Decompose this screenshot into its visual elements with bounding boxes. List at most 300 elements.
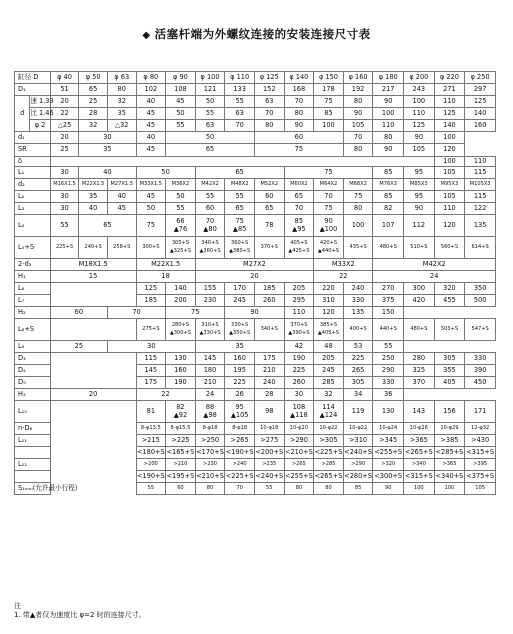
table-cell: 70 [284, 203, 314, 215]
table-cell: 310 [314, 295, 344, 307]
table-row [15, 307, 496, 319]
table-row [15, 120, 496, 132]
table-row [15, 203, 496, 215]
row-label: H₃ [15, 389, 51, 401]
table-cell: 355 [434, 365, 465, 377]
table-cell: 80 [343, 144, 373, 157]
table-row [15, 108, 496, 120]
table-row [15, 401, 496, 423]
bore-size: φ 200 [404, 72, 435, 84]
table-cell: 53 [343, 341, 373, 353]
table-cell: M52X2 [254, 179, 284, 191]
table-cell: 510+S [404, 237, 435, 259]
table-cell: 210 [254, 365, 284, 377]
table-cell: 85 [314, 108, 344, 120]
table-cell: 280 [404, 353, 435, 365]
table-cell: <255+S [284, 471, 314, 483]
table-cell: <280+S [343, 471, 373, 483]
table-cell: 24 [195, 389, 225, 401]
table-cell: 24 [373, 271, 496, 283]
empty-area [50, 283, 136, 295]
table-cell: 35 [79, 144, 136, 157]
table-cell: 100 [404, 483, 435, 495]
row-label: SR [15, 144, 51, 157]
table-cell: >235 [254, 459, 284, 471]
bore-size: φ 140 [284, 72, 314, 84]
table-cell: 400+S [343, 319, 373, 341]
table-cell: 435+S [343, 237, 373, 259]
table-cell: 10-φ24 [373, 423, 404, 435]
table-cell: 70 [343, 132, 373, 144]
table-cell: 152 [254, 84, 284, 96]
table-cell: <265+S [314, 471, 344, 483]
table-cell: 217 [373, 84, 404, 96]
row-label: D₁ [15, 84, 51, 96]
table-cell: M18X1.5 [50, 259, 136, 271]
table-cell: 78 [254, 215, 284, 237]
table-cell: 55 [225, 191, 255, 203]
row-label: L₃ [15, 203, 51, 215]
table-cell: 65 [225, 203, 255, 215]
table-cell: 55 [373, 341, 404, 353]
table-cell: <180+S [136, 447, 166, 459]
table-cell: M27X1.5 [107, 179, 136, 191]
empty-area [50, 447, 136, 459]
table-cell: 35 [79, 191, 108, 203]
table-row [15, 283, 496, 295]
empty-area [50, 295, 136, 307]
table-cell: 320 [434, 283, 465, 295]
table-cell: <265+S [404, 447, 435, 459]
table-cell: 330 [465, 353, 496, 365]
table-cell: 360+S ▲380+S [225, 237, 255, 259]
table-cell: 22 [50, 108, 79, 120]
table-cell: 330 [343, 295, 373, 307]
table-cell: 225 [225, 377, 255, 389]
table-cell: 8-φ18 [225, 423, 255, 435]
table-cell: 65 [79, 84, 108, 96]
table-cell: 100 [434, 132, 465, 144]
table-cell: 85 ▲95 [284, 215, 314, 237]
table-cell: 145 [136, 365, 166, 377]
table-cell: 119 [343, 401, 373, 423]
table-cell: 156 [434, 401, 465, 423]
diamond-bullet-icon: ◆ [142, 30, 151, 41]
table-row [15, 435, 496, 447]
table-cell: >430 [465, 435, 496, 447]
table-cell: 90 [343, 108, 373, 120]
table-cell: 455 [434, 295, 465, 307]
table-cell: 110 [434, 203, 465, 215]
table-cell: △32 [107, 120, 136, 132]
table-cell: 88 ▲98 [195, 401, 225, 423]
table-cell: 145 [195, 353, 225, 365]
bore-size: φ 90 [166, 72, 196, 84]
table-cell: 140 [465, 108, 496, 120]
table-cell: 63 [225, 108, 255, 120]
table-cell: 90 [373, 483, 404, 495]
table-cell: M42X2 [373, 259, 496, 271]
table-cell: 30 [107, 341, 195, 353]
table-cell: 8-φ13.5 [136, 423, 166, 435]
table-cell: 36 [373, 389, 404, 401]
bore-size: φ 125 [254, 72, 284, 84]
table-cell: 82 ▲92 [166, 401, 196, 423]
title-text: 活塞杆端为外螺纹连接的安装连接尺寸表 [154, 27, 371, 41]
table-cell: 325 [404, 365, 435, 377]
table-cell: 420+S ▲440+S [314, 237, 344, 259]
table-row [15, 271, 496, 283]
table-row [15, 365, 496, 377]
table-cell: 75 [166, 307, 225, 319]
bore-size: φ 220 [434, 72, 465, 84]
table-cell: <375+S [465, 471, 496, 483]
row-label: 2-d₃ [15, 259, 51, 271]
table-cell: 90 [404, 203, 435, 215]
table-cell: 290 [373, 365, 404, 377]
table-cell: 350 [465, 283, 496, 295]
table-cell: 20 [50, 96, 79, 108]
table-cell: >340 [404, 459, 435, 471]
table-cell: 98 [254, 401, 284, 423]
table-cell: 133 [225, 84, 255, 96]
table-cell: 100 [373, 108, 404, 120]
table-cell: 140 [166, 283, 196, 295]
table-row [15, 459, 496, 471]
speed-ratio-label: 比 1.46 [30, 108, 50, 120]
table-cell: M22X1.5 [79, 179, 108, 191]
table-cell: 122 [465, 203, 496, 215]
table-cell: 390 [465, 365, 496, 377]
table-cell: >200 [136, 459, 166, 471]
table-cell: <240+S [343, 447, 373, 459]
table-cell: 185 [254, 283, 284, 295]
row-label: H₂ [15, 307, 51, 319]
bore-size: φ 150 [314, 72, 344, 84]
table-cell: 370+S [254, 237, 284, 259]
table-cell: 80 [314, 483, 344, 495]
table-cell: 102 [136, 84, 166, 96]
row-label: L₁₁ [15, 435, 51, 447]
empty-area [50, 435, 136, 447]
table-cell: 63 [195, 120, 225, 132]
table-cell: <190+S [225, 447, 255, 459]
table-cell: M33X2 [314, 259, 373, 271]
table-cell: 34 [343, 389, 373, 401]
table-cell: 80 [343, 96, 373, 108]
table-cell: 108 [166, 84, 196, 96]
table-cell: 81 [136, 401, 166, 423]
table-cell: 75 [254, 144, 343, 157]
table-cell: 40 [79, 203, 108, 215]
table-row [15, 423, 496, 435]
table-cell: 155 [195, 283, 225, 295]
table-cell: <225+S [225, 471, 255, 483]
table-cell: 45 [107, 203, 136, 215]
speed-ratio-label: 速 1.33 [30, 96, 50, 108]
table-row [15, 96, 496, 108]
table-cell: 12-φ32 [465, 423, 496, 435]
table-cell: 185 [136, 295, 166, 307]
table-cell: 60 [166, 483, 196, 495]
table-cell: 168 [284, 84, 314, 96]
table-cell: 70 ▲80 [195, 215, 225, 237]
table-cell: 66 ▲76 [166, 215, 196, 237]
row-label: d₂ [15, 179, 51, 191]
table-cell: 140 [434, 120, 465, 132]
table-cell: 90 [373, 144, 404, 157]
row-label: L₆ [15, 283, 51, 295]
table-cell: >385 [434, 435, 465, 447]
table-cell: 297 [465, 84, 496, 96]
table-cell: 250 [373, 353, 404, 365]
table-cell: 405+S ▲425+S [284, 237, 314, 259]
table-cell: 305 [434, 353, 465, 365]
table-cell: 275+S [136, 319, 166, 341]
table-cell: 70 [284, 96, 314, 108]
table-cell: 30 [79, 132, 136, 144]
table-cell: 105 [404, 144, 435, 157]
table-cell: 305 [343, 377, 373, 389]
table-row [15, 144, 496, 157]
table-cell: 100 [404, 96, 435, 108]
row-label: L₉ [15, 341, 51, 353]
speed-ratio-label: φ 2 [30, 120, 50, 132]
table-cell: >225 [166, 435, 196, 447]
table-cell: 480+S [373, 237, 404, 259]
row-label: D₅ [15, 377, 51, 389]
table-cell: <165+S [166, 447, 196, 459]
table-cell: 28 [254, 389, 284, 401]
table-cell: 200 [166, 295, 196, 307]
bore-size: φ 63 [107, 72, 136, 84]
table-cell: <340+S [434, 471, 465, 483]
table-cell: 480+S [404, 319, 435, 341]
table-cell: 80 [284, 483, 314, 495]
table-cell: 80 [254, 120, 284, 132]
table-cell: <255+S [373, 447, 404, 459]
table-cell: 175 [254, 353, 284, 365]
table-cell: 85 [373, 167, 404, 179]
table-cell: 120 [434, 144, 465, 157]
table-cell: 271 [434, 84, 465, 96]
table-cell: 25 [79, 96, 108, 108]
table-cell: >230 [195, 459, 225, 471]
empty-area [50, 459, 136, 471]
table-cell: 114 ▲124 [314, 401, 344, 423]
table-cell: 48 [314, 341, 344, 353]
table-row [15, 483, 496, 495]
table-cell: 20 [195, 271, 313, 283]
table-cell: 110 [404, 108, 435, 120]
table-cell: M33X1.5 [136, 179, 166, 191]
table-cell: >210 [166, 459, 196, 471]
table-cell: 560+S [434, 237, 465, 259]
table-row [15, 389, 496, 401]
table-cell: 35 [107, 108, 136, 120]
table-cell: 40 [136, 96, 166, 108]
table-cell: △25 [50, 120, 79, 132]
row-label [15, 471, 51, 483]
table-cell: 90 [284, 120, 314, 132]
row-label: H₁ [15, 271, 51, 283]
table-cell: >240 [225, 459, 255, 471]
row-label: L₁ [15, 167, 51, 179]
table-cell: 50 [195, 96, 225, 108]
table-cell: 614+S [465, 237, 496, 259]
table-cell: M68X2 [343, 179, 373, 191]
table-cell: 55 [225, 96, 255, 108]
table-cell: 385+S ▲405+S [314, 319, 344, 341]
bore-size: φ 160 [343, 72, 373, 84]
table-cell: 190 [166, 377, 196, 389]
table-cell: <195+S [166, 471, 196, 483]
row-label: L₈+S [15, 319, 51, 341]
table-cell: <300+S [373, 471, 404, 483]
table-row [15, 319, 496, 341]
table-cell: 10-φ26 [404, 423, 435, 435]
bore-size: φ 40 [50, 72, 79, 84]
table-cell: 45 [136, 191, 166, 203]
table-cell: 70 [225, 483, 255, 495]
table-cell: 100 [434, 483, 465, 495]
table-cell: 115 [465, 167, 496, 179]
table-cell: 245 [225, 295, 255, 307]
empty-area [50, 401, 136, 423]
table-cell: 295 [284, 295, 314, 307]
table-cell: 160 [225, 353, 255, 365]
header-row [15, 72, 496, 84]
table-cell: 130 [166, 353, 196, 365]
table-cell: M36X2 [166, 179, 196, 191]
table-cell: 192 [343, 84, 373, 96]
table-cell: 195 [225, 365, 255, 377]
table-cell: 10-φ22 [314, 423, 344, 435]
table-cell: >365 [434, 459, 465, 471]
row-label: L₄ [15, 215, 51, 237]
table-cell: 55 [136, 483, 166, 495]
table-cell: 121 [195, 84, 225, 96]
table-cell: 50 [136, 167, 195, 179]
table-cell: 55 [166, 203, 196, 215]
table-cell: 65 [254, 203, 284, 215]
table-cell: 110 [284, 307, 314, 319]
table-cell: >285 [314, 459, 344, 471]
bore-size: φ 110 [225, 72, 255, 84]
table-cell: 245 [314, 365, 344, 377]
table-cell: 82 [373, 203, 404, 215]
table-cell: 340+S ▲360+S [195, 237, 225, 259]
table-cell: 20 [50, 132, 79, 144]
table-cell: 105 [343, 120, 373, 132]
table-cell: <210+S [284, 447, 314, 459]
empty-area [50, 377, 136, 389]
table-row [15, 353, 496, 365]
table-cell: 115 [136, 353, 166, 365]
table-cell: 330 [373, 377, 404, 389]
table-cell: 75 [314, 203, 344, 215]
table-cell: 105 [434, 191, 465, 203]
table-cell: 305+S ▲325+S [166, 237, 196, 259]
table-cell: 503+S [434, 319, 465, 341]
table-cell: 18 [136, 271, 195, 283]
table-cell: 90 [225, 307, 284, 319]
table-cell: 60 [254, 191, 284, 203]
table-cell: 500 [465, 295, 496, 307]
table-cell: 28 [79, 108, 108, 120]
table-cell: 210 [195, 377, 225, 389]
table-cell: 55 [195, 108, 225, 120]
row-label: D₄ [15, 365, 51, 377]
table-cell: 51 [50, 84, 79, 96]
table-cell: 8-φ18 [195, 423, 225, 435]
table-cell: 225+S [50, 237, 79, 259]
table-cell: 190 [284, 353, 314, 365]
table-cell: 440+S [373, 319, 404, 341]
table-cell: 450 [465, 377, 496, 389]
row-label: L₅+S [15, 237, 51, 259]
table-cell: 125 [404, 120, 435, 132]
table-cell: 65 [284, 191, 314, 203]
row-label: n-D₆ [15, 423, 51, 435]
table-row [15, 341, 496, 353]
table-cell: 10-φ18 [254, 423, 284, 435]
table-cell: 50 [136, 203, 166, 215]
table-cell: 300+S [136, 237, 166, 259]
table-row [15, 471, 496, 483]
table-cell: 547+S [465, 319, 496, 341]
table-cell: 45 [136, 144, 166, 157]
table-cell: 55 [254, 483, 284, 495]
table-cell: 205 [284, 283, 314, 295]
table-row [15, 179, 496, 191]
table-cell: 10-φ29 [434, 423, 465, 435]
table-cell: 75 [136, 215, 166, 237]
table-cell: 90 [404, 132, 435, 144]
table-cell: <190+S [136, 471, 166, 483]
table-cell: 35 [195, 341, 284, 353]
row-label: δ [15, 157, 51, 167]
table-row [15, 84, 496, 96]
table-cell: 32 [314, 389, 344, 401]
table-row [15, 295, 496, 307]
table-cell: 260 [284, 377, 314, 389]
table-cell: 225 [343, 353, 373, 365]
table-cell: 60 [50, 307, 107, 319]
table-cell: >320 [373, 459, 404, 471]
table-cell: 280+S ▲300+S [166, 319, 196, 341]
table-cell: 32 [107, 96, 136, 108]
row-label: L₂ [15, 191, 51, 203]
table-cell: <315+S [404, 471, 435, 483]
table-row [15, 377, 496, 389]
table-cell: 90 ▲100 [314, 215, 344, 237]
table-cell: 60 [195, 203, 225, 215]
table-cell: 10-φ20 [284, 423, 314, 435]
table-cell: 120 [314, 307, 344, 319]
table-cell: 65 [79, 215, 136, 237]
table-cell: <210+S [195, 471, 225, 483]
table-cell: 115 [465, 191, 496, 203]
table-cell: 135 [465, 215, 496, 237]
table-cell: 340+S [254, 319, 284, 341]
page-title [0, 26, 513, 42]
table-row [15, 132, 496, 144]
table-cell: <200+S [254, 447, 284, 459]
table-cell: 95 ▲105 [225, 401, 255, 423]
row-label: D₃ [15, 353, 51, 365]
table-cell: >395 [465, 459, 496, 471]
